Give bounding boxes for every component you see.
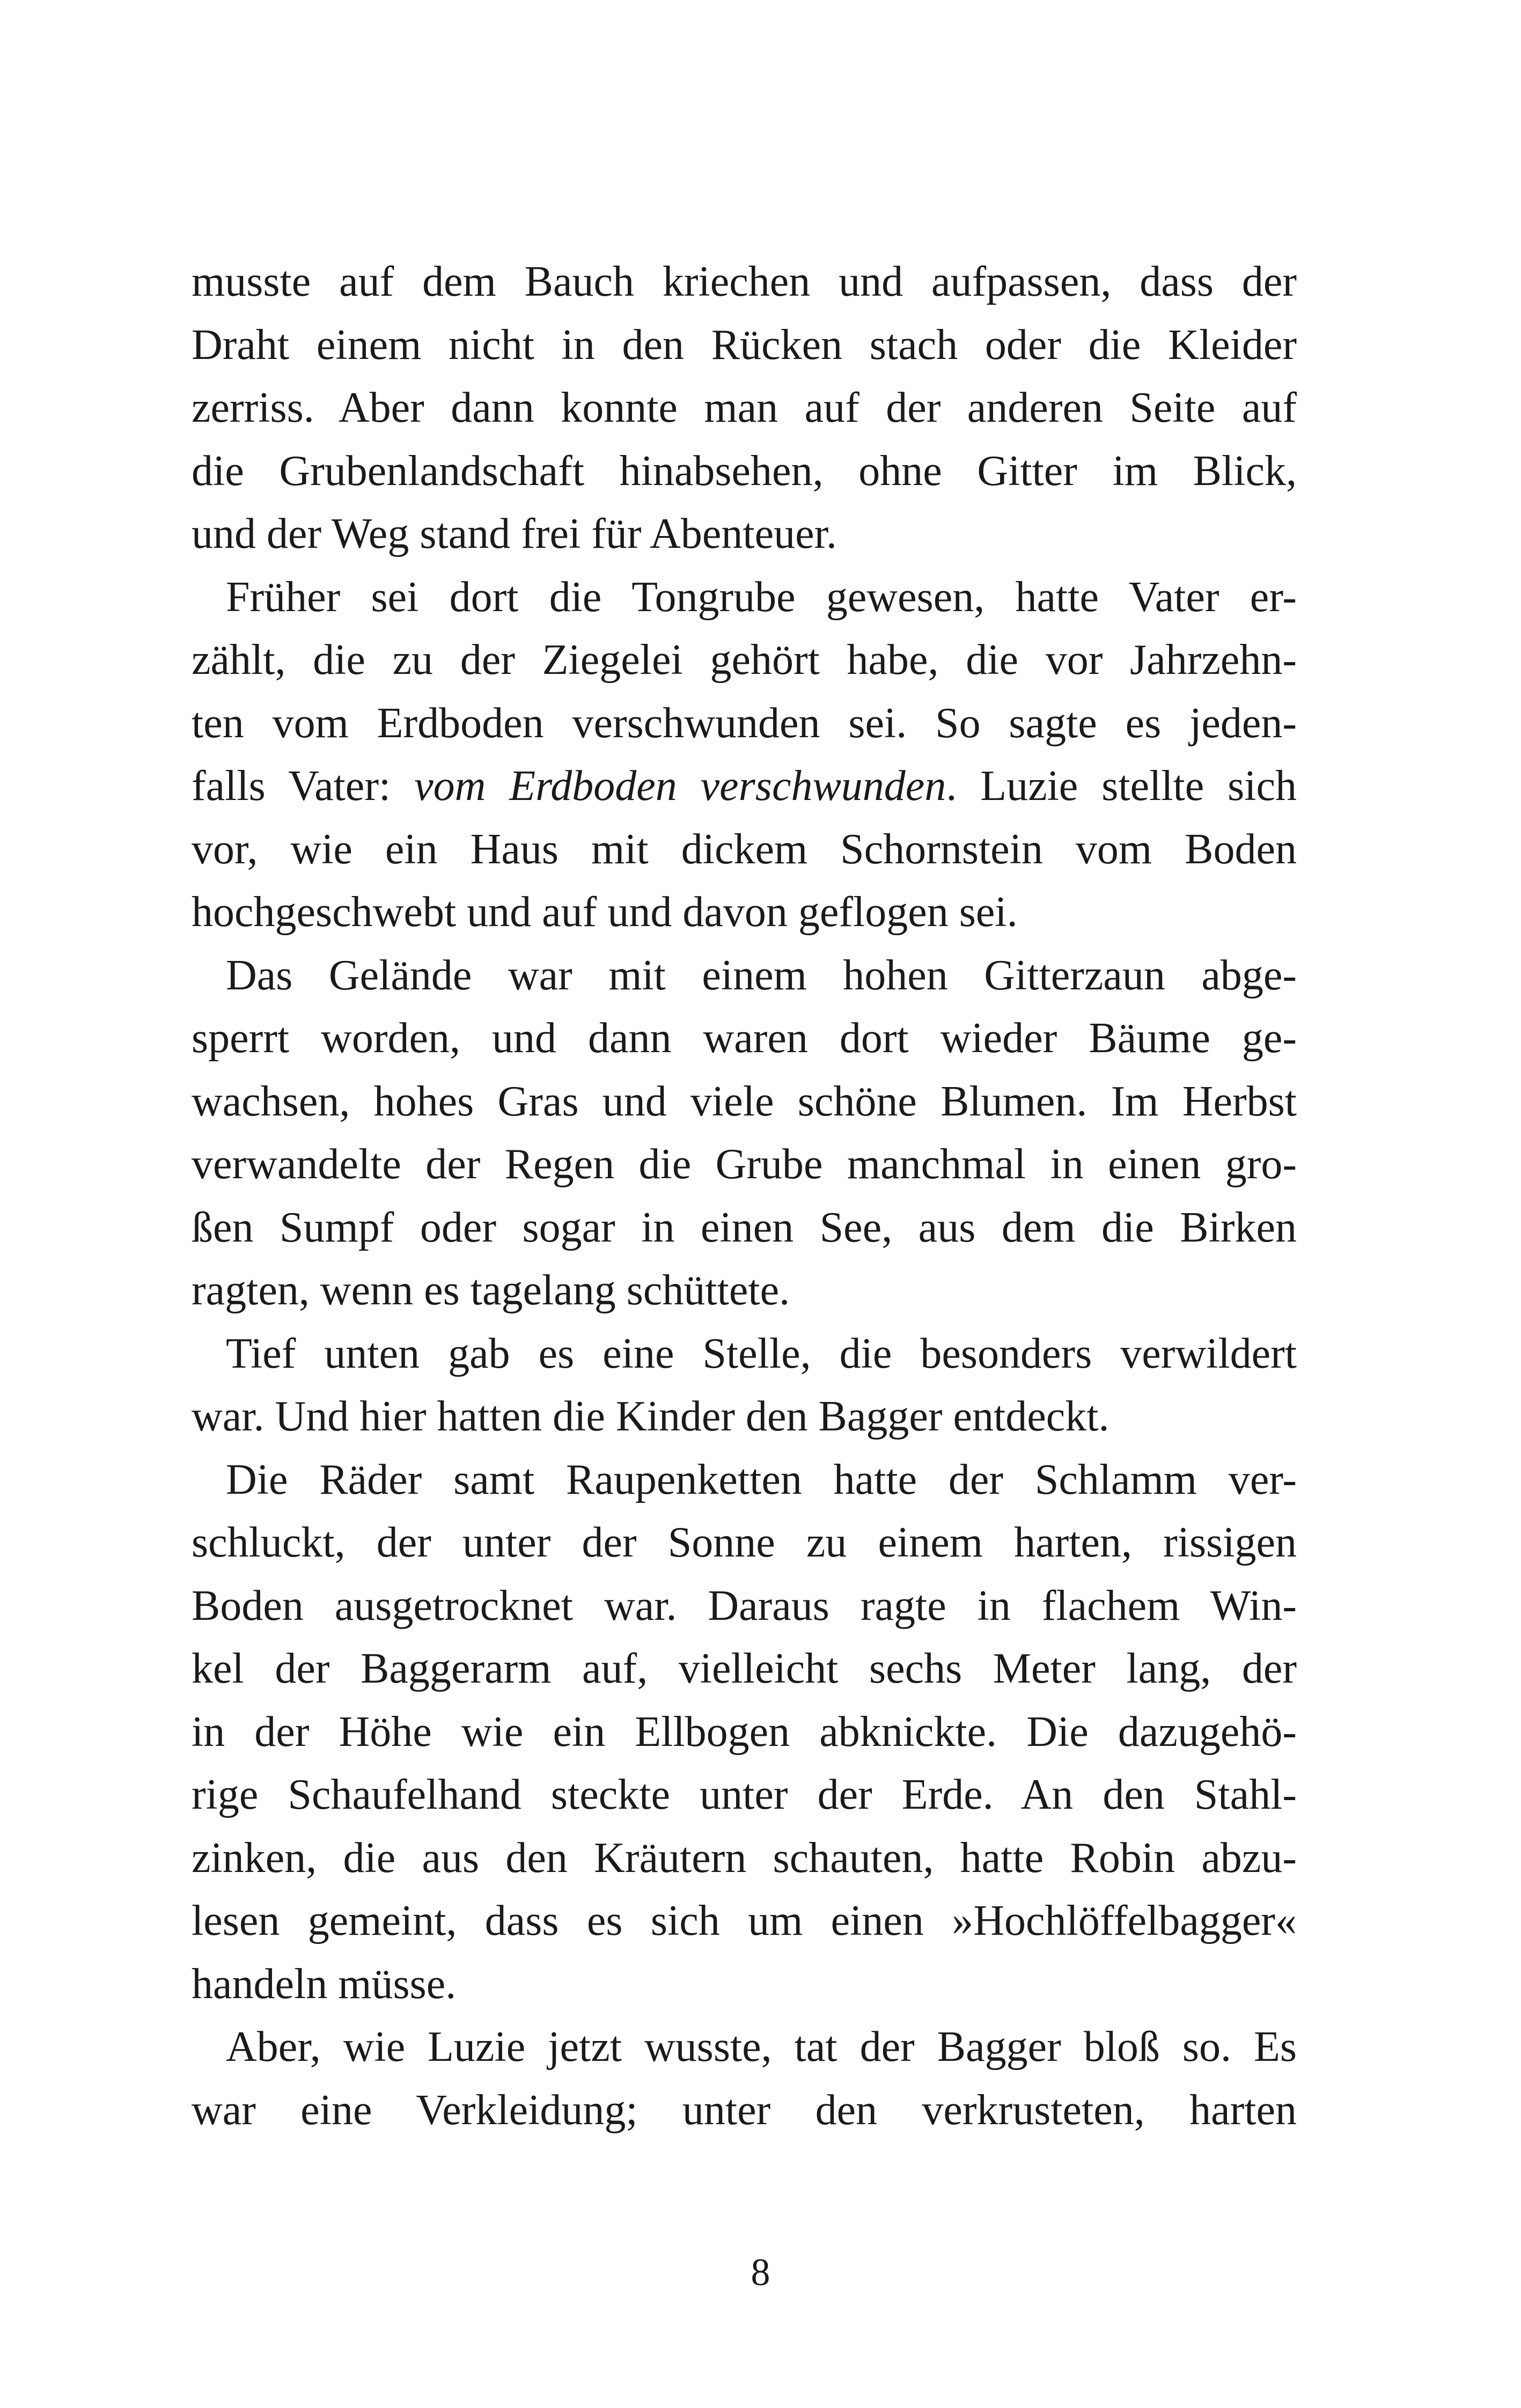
- text-line: die Grubenlandschaft hinabsehen, ohne Gitter im Blick,: [192, 447, 1297, 495]
- paragraph-5: [192, 1449, 1297, 2016]
- text-line: zinken, die aus den Kräutern schauten, hatte Robin abzu-: [192, 1834, 1297, 1882]
- text-line: Draht einem nicht in den Rücken stach oder die Kleider: [192, 321, 1297, 369]
- text-line: vor, wie ein Haus mit dickem Schornstein vom Boden: [192, 825, 1297, 873]
- text-line: Früher sei dort die Tongrube gewesen, hatte Vater er-: [226, 573, 1297, 621]
- text-line: lesen gemeint, dass es sich um einen »Hochlöffelbagger«: [192, 1897, 1297, 1944]
- text-line: war eine Verkleidung; unter den verkrusteten, harten: [192, 2086, 1297, 2134]
- text-line: war. Und hier hatten die Kinder den Bagger entdeckt.: [192, 1393, 1109, 1440]
- text-line: Das Gelände war mit einem hohen Gitterzaun abge-: [226, 951, 1297, 999]
- emphasis-text: vom Erdboden verschwunden: [414, 762, 946, 810]
- text-run: falls Vater:: [192, 762, 415, 810]
- text-line: Aber, wie Luzie jetzt wusste, tat der Bagger bloß so. Es: [226, 2023, 1297, 2071]
- paragraph-6: [192, 2016, 1297, 2142]
- text-line: Tief unten gab es eine Stelle, die besonders verwildert: [226, 1330, 1297, 1377]
- body-text: [192, 251, 1297, 2142]
- text-line-with-emphasis: [192, 755, 1297, 818]
- paragraph-1: [192, 251, 1297, 566]
- text-line: ßen Sumpf oder sogar in einen See, aus dem die Birken: [192, 1203, 1297, 1251]
- text-line: in der Höhe wie ein Ellbogen abknickte. Die dazugehö-: [192, 1708, 1297, 1756]
- text-line: sperrt worden, und dann waren dort wieder Bäume ge-: [192, 1015, 1297, 1062]
- text-line: handeln müsse.: [192, 1960, 457, 2008]
- text-line: Die Räder samt Raupenketten hatte der Schlamm ver-: [226, 1456, 1297, 1503]
- text-line: rige Schaufelhand steckte unter der Erde. An den Stahl-: [192, 1771, 1297, 1818]
- text-line: schluckt, der unter der Sonne zu einem harten, rissigen: [192, 1519, 1297, 1566]
- text-line: und der Weg stand frei für Abenteuer.: [192, 510, 837, 557]
- paragraph-3: [192, 944, 1297, 1323]
- text-line: wachsen, hohes Gras und viele schöne Blumen. Im Herbst: [192, 1077, 1297, 1125]
- text-line: zerriss. Aber dann konnte man auf der anderen Seite auf: [192, 384, 1297, 431]
- text-line: verwandelte der Regen die Grube manchmal in einen gro-: [192, 1141, 1297, 1188]
- text-line: ten vom Erdboden verschwunden sei. So sagte es jeden-: [192, 699, 1297, 747]
- paragraph-2: [192, 566, 1297, 944]
- text-line: Boden ausgetrocknet war. Daraus ragte in flachem Win-: [192, 1582, 1297, 1629]
- paragraph-4: [192, 1323, 1297, 1449]
- text-run: . Luzie stellte sich: [946, 762, 1297, 810]
- text-line: kel der Baggerarm auf, vielleicht sechs Meter lang, der: [192, 1645, 1297, 1692]
- text-line: zählt, die zu der Ziegelei gehört habe, die vor Jahrzehn-: [192, 636, 1297, 684]
- text-line: hochgeschwebt und auf und davon geflogen sei.: [192, 889, 1018, 936]
- text-line: ragten, wenn es tagelang schüttete.: [192, 1267, 790, 1314]
- text-line: musste auf dem Bauch kriechen und aufpassen, dass der: [192, 258, 1297, 305]
- page-number: 8: [751, 2251, 770, 2294]
